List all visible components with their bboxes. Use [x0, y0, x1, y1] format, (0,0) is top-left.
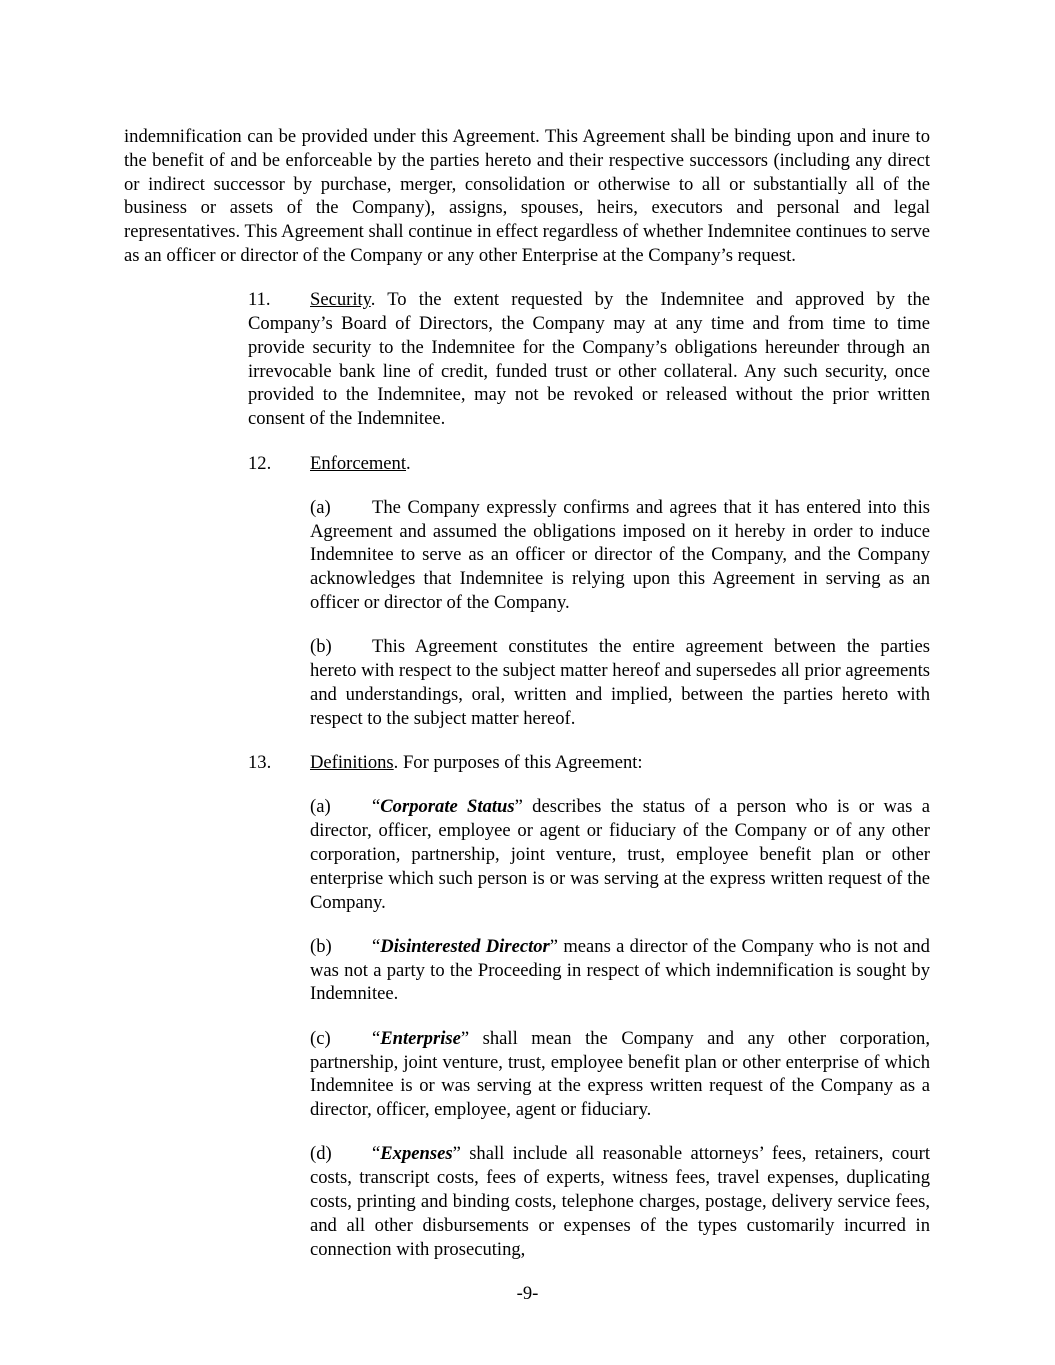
- section-12-a: [124, 496, 930, 615]
- section-heading: Enforcement: [310, 452, 407, 474]
- section-heading: Definitions: [310, 752, 394, 774]
- definition-corporate-status: [124, 795, 930, 914]
- subsection-label: (a): [310, 796, 331, 818]
- section-number: 13.: [248, 752, 272, 774]
- document-page: [124, 125, 930, 1282]
- page-number: -9-: [516, 1283, 539, 1304]
- section-number: 11.: [248, 289, 271, 311]
- defined-term: Enterprise: [380, 1027, 461, 1049]
- section-12-b: [124, 635, 930, 730]
- definition-expenses: [124, 1142, 930, 1261]
- section-heading-suffix: .: [406, 452, 411, 474]
- section-11-security: [124, 288, 930, 431]
- section-text: . For purposes of this Agreement:: [393, 752, 643, 774]
- section-heading: Security: [310, 289, 371, 311]
- open-quote: “: [372, 935, 381, 957]
- subsection-text: This Agreement constitutes the entire agreement between the parties hereto with respect to the subject matter hereof and supersedes all prior agreements and understandings, oral, written and implied, between the parties hereto with respect to the subject matter hereof.: [310, 636, 930, 729]
- subsection-label: (b): [310, 636, 332, 658]
- definition-text: ” shall include all reasonable attorneys’ fees, retainers, court costs, transcript costs, fees of experts, witness fees, travel expenses, duplicating costs, printing and binding costs, telephone charges, postage, delivery service fees, and all other disbursements or expenses of the types customarily incurred in connection with prosecuting,: [310, 1143, 930, 1260]
- definition-text: ” describes the status of a person who is or was a director, officer, employee or agent or fiduciary of the Company or of any other corporation, partnership, joint venture, trust, employee benefit plan or other enterprise which such person is or was serving at the express written request of the Company.: [310, 796, 930, 913]
- definition-text: ” means a director of the Company who is not and was not a party to the Proceeding in respect of which indemnification is sought by Indemnitee.: [310, 935, 930, 1005]
- section-number: 12.: [248, 452, 272, 474]
- section-12-enforcement: [124, 452, 930, 476]
- open-quote: “: [372, 1143, 381, 1165]
- subsection-label: (c): [310, 1027, 331, 1049]
- definition-text: ” shall mean the Company and any other corporation, partnership, joint venture, trust, employee benefit plan or other enterprise of which Indemnitee is or was serving at the express written request of the Company as a director, officer, employee, agent or fiduciary.: [310, 1027, 930, 1121]
- section-13-definitions: [124, 751, 930, 775]
- continuation-paragraph: indemnification can be provided under this Agreement. This Agreement shall be binding upon and inure to the benefit of and be enforceable by the parties hereto and their respective successors (including any direct or indirect successor by purchase, merger, consolidation or otherwise to all or substantially all of the business or assets of the Company), assigns, spouses, heirs, executors and personal and legal representatives. This Agreement shall continue in effect regardless of whether Indemnitee continues to serve as an officer or director of the Company or any other Enterprise at the Company’s request.: [124, 126, 930, 266]
- subsection-label: (b): [310, 935, 332, 957]
- definition-disinterested-director: [124, 935, 930, 1006]
- open-quote: “: [372, 1027, 381, 1049]
- defined-term: Expenses: [380, 1143, 453, 1165]
- definition-enterprise: [124, 1027, 930, 1122]
- subsection-label: (d): [310, 1143, 332, 1165]
- subsection-label: (a): [310, 496, 331, 518]
- subsection-text: The Company expressly confirms and agrees that it has entered into this Agreement and assumed the obligations imposed on it hereby in order to induce Indemnitee to serve as an officer or director of the Company, and the Company acknowledges that Indemnitee is relying upon this Agreement in serving as an officer or director of the Company.: [310, 496, 930, 614]
- open-quote: “: [372, 796, 381, 818]
- section-text: . To the extent requested by the Indemnitee and approved by the Company’s Board of Directors, the Company may at any time and from time to time provide security to the Indemnitee for the Company’s obligations hereunder through an irrevocable bank line of credit, funded trust or other collateral. Any such security, once provided to the Indemnitee, may not be revoked or released without the prior written consent of the Indemnitee.: [248, 289, 930, 430]
- defined-term: Corporate Status: [380, 796, 515, 818]
- defined-term: Disinterested Director: [380, 935, 550, 957]
